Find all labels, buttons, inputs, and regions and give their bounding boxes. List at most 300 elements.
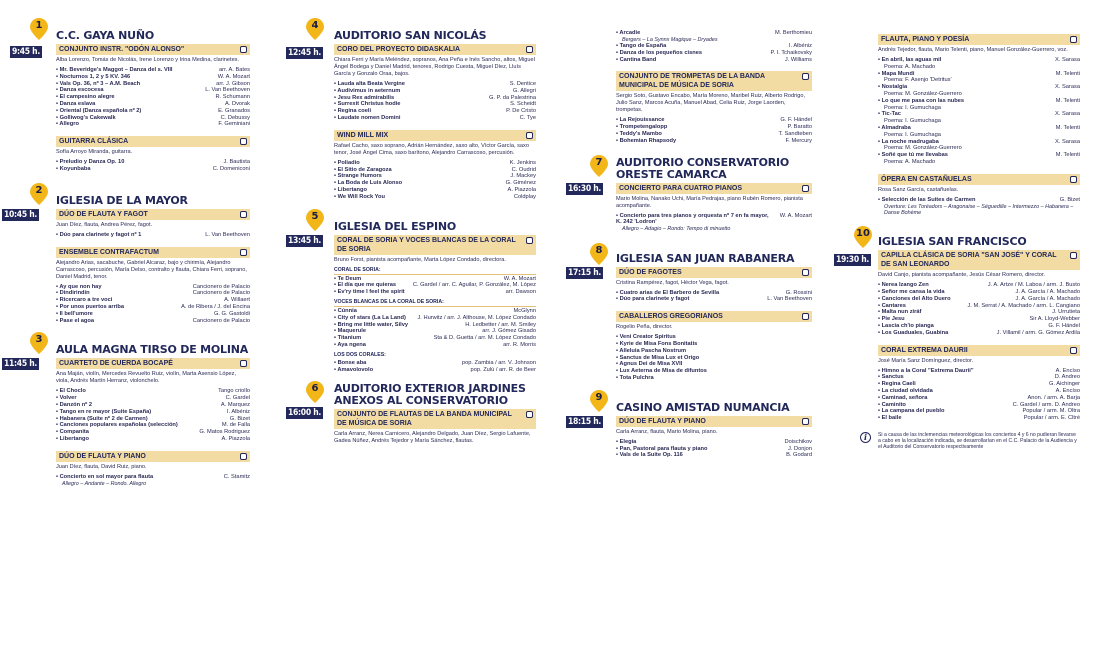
venue-10 <box>834 226 1080 422</box>
work-title: • Concierto en sol mayor para flauta <box>56 474 153 481</box>
work-title: • Mapa Mundi <box>878 71 914 78</box>
work-title: • Pie Jesu <box>878 316 905 323</box>
program-item <box>56 409 250 416</box>
composer: A. Marquez <box>220 401 250 408</box>
program-item <box>616 446 812 453</box>
column-4 <box>834 34 1080 451</box>
program-item <box>878 415 1080 422</box>
program-item <box>334 276 536 283</box>
composer <box>808 348 812 355</box>
program-item <box>334 95 536 102</box>
program-list <box>616 30 812 37</box>
group-heading: ÓPERA EN CASTAÑUELAS <box>878 174 1080 185</box>
work-title: Poema: I. Gumuchaga <box>884 104 941 111</box>
program-list <box>616 117 812 144</box>
work-title: • Malta nun ziráf <box>878 309 921 316</box>
work-title: • Soñé que tú me llevabas <box>878 152 948 159</box>
work-title: • Tota Pulchra <box>616 375 654 382</box>
work-title: • Arcadie <box>616 30 640 37</box>
work-title: • Vals de la Suite Op. 116 <box>616 452 683 459</box>
performers: David Canjo, pianista acompañante, Jesús César Romero, director. <box>878 272 1045 279</box>
work-title: • Lux Aeterna de Misa de difuntos <box>616 368 707 375</box>
checkbox-icon[interactable] <box>1070 176 1077 183</box>
venue-number-pin-icon <box>30 18 48 40</box>
program-item <box>56 304 250 311</box>
work-title: • El baile <box>878 415 902 422</box>
work-title: • Nerea Izango Zen <box>878 282 929 289</box>
composer: A. Piazzola <box>221 435 250 442</box>
work-title: • Amavolovolo <box>334 367 373 374</box>
venue-number: 3 <box>35 334 43 346</box>
work-title: • Danza escocesa <box>56 87 104 94</box>
venue-time: 13:45 h. <box>288 235 321 246</box>
program-list <box>56 232 250 239</box>
work-title: • Danza de los pequeños cisnes <box>616 50 702 57</box>
program-item <box>56 101 250 108</box>
program-item <box>56 388 250 395</box>
composer: M. Telenti <box>1055 70 1080 77</box>
composer: Sta & D. Guetta / arr. M. López Condado <box>433 335 536 342</box>
work-title: • Koyunbaba <box>56 166 91 173</box>
work-title: • Surrexit Christus hodie <box>334 101 400 108</box>
composer: arr. A. Bates <box>219 67 250 73</box>
work-title: • Volver <box>56 395 77 402</box>
venue-name: AUDITORIO CONSERVATORIO ORESTE CAMARCA <box>616 155 790 181</box>
program-item <box>878 323 1080 330</box>
venue-number: 10 <box>856 228 870 240</box>
program-item <box>616 124 812 131</box>
group-heading: CONJUNTO INSTR. "ODÓN ALONSO" <box>56 44 250 55</box>
checkbox-icon[interactable] <box>802 269 809 276</box>
work-title: • Laudate nomen Domini <box>334 115 400 122</box>
program-item <box>616 439 812 446</box>
checkbox-icon[interactable] <box>802 73 809 80</box>
performers: Mario Molina, Nanako Uchi, María Pedrajas, piano Rubén Romero, pianista acompañante. <box>616 195 803 209</box>
work-title: • Sanctus de Misa Lux et Origo <box>616 355 699 362</box>
composer: Popular / arm. M. Oltra <box>1022 408 1080 415</box>
composer: J. Villamil / arm. G. Gómez Ardila <box>996 329 1080 336</box>
composer <box>808 355 812 362</box>
composer: J. Donjon <box>787 445 812 452</box>
program-item <box>334 187 536 194</box>
work-title: • Cúnnia <box>334 308 357 315</box>
program-item <box>56 318 250 325</box>
composer: Coldplay <box>513 193 536 200</box>
composer: J. Hurwitz / arr. J. Althouse, M. López Condado <box>417 314 536 321</box>
venue-number-pin-icon <box>590 243 608 265</box>
work-title: • Concierto para tres pianos y orquesta nº 7 en fa mayor, K. 242 'Lodron' <box>616 213 776 227</box>
program-item <box>878 152 1080 159</box>
composer: J. M. Serrat / A. Machado / arm. L. Cangiano <box>967 302 1080 309</box>
venue-number-pin-icon <box>30 183 48 205</box>
program-item <box>616 355 812 362</box>
work-title: • Nocturnos 1, 2 y 5 KV. 346 <box>56 74 130 81</box>
composer <box>1076 159 1080 166</box>
composer: X. Sarasa <box>1055 57 1080 63</box>
movements: Allegro – Andante – Rondo. Allegro <box>62 480 147 487</box>
program-item <box>334 315 536 322</box>
program-item <box>334 108 536 115</box>
work-title: • Elegía <box>616 439 636 446</box>
program-item <box>334 167 536 174</box>
work-title: • Veni Creator Spiritus <box>616 334 676 341</box>
checkbox-icon[interactable] <box>526 132 533 139</box>
movements: Allegro – Adagio – Rondo: Tempo di minuetto <box>622 226 731 233</box>
group-heading: CABALLEROS GREGORIANOS <box>616 311 812 322</box>
program-item <box>56 81 250 88</box>
composer: Sir A. Lloyd-Webber <box>1029 316 1080 323</box>
venue-number: 1 <box>35 20 43 31</box>
venue-name: CASINO AMISTAD NUMANCIA <box>616 400 790 414</box>
composer: J. Williams <box>784 56 812 63</box>
group-heading: CORAL EXTREMA DAURII <box>878 345 1080 356</box>
program-item <box>56 429 250 436</box>
program-item <box>56 284 250 291</box>
composer <box>1076 105 1080 112</box>
composer: C. Gardel / arm. D. Andreo <box>1012 401 1080 408</box>
program-list <box>334 360 536 374</box>
venue-number: 7 <box>595 156 603 168</box>
venue-number-pin-icon <box>590 155 608 177</box>
work-title: • Libertango <box>56 436 89 443</box>
composer: pop. Zambia / arr. V. Johnson <box>461 359 536 366</box>
performers: Carla Arranz, flauta, Mario Molina, piano. <box>616 428 718 435</box>
program-list <box>878 57 1080 166</box>
program-item <box>616 368 812 375</box>
program-list <box>334 276 536 296</box>
program-item <box>878 84 1080 91</box>
work-title: • Libertango <box>334 187 367 194</box>
program-item <box>878 159 1080 166</box>
work-title: Poema: A. Machado <box>884 158 936 165</box>
composer: G. Allegri <box>512 87 536 94</box>
checkbox-icon[interactable] <box>240 360 247 367</box>
composer: M. Telenti <box>1055 124 1080 131</box>
work-title: Poema: I. Gumuchaga <box>884 118 941 125</box>
work-title: • Dúo para clarinete y fagot <box>616 296 689 303</box>
program-item <box>56 436 250 443</box>
composer: K. Jenkins <box>509 159 536 166</box>
program-list <box>334 160 536 201</box>
work-title: • Titanium <box>334 335 361 342</box>
work-title: • Tango de España <box>616 43 666 50</box>
program-item <box>878 118 1080 125</box>
work-title: • Canciones populares españolas (selección) <box>56 422 178 429</box>
work-title: • Lauda alta Beata Vergine <box>334 81 405 88</box>
group-heading: CONJUNTO DE TROMPETAS DE LA BANDA MUNICIPAL DE MÚSICA DE SORIA <box>616 71 812 91</box>
composer: J. A. Artze / M. Laboa / arm. J. Busto <box>987 282 1080 289</box>
checkbox-icon[interactable] <box>240 46 247 53</box>
venue-number-pin-icon <box>306 381 324 403</box>
group-heading: WIND MILL MIX <box>334 130 536 141</box>
composer: X. Sarasa <box>1055 84 1080 91</box>
work-title: • En abril, las aguas mil <box>878 57 941 64</box>
venue-number: 6 <box>311 383 319 395</box>
composer: D. Andreo <box>1054 374 1080 381</box>
venue-time: 19:30 h. <box>836 255 869 266</box>
program-item <box>616 334 812 341</box>
composer: L. Van Beethoven <box>767 296 812 303</box>
venue-4 <box>286 12 536 201</box>
work-title: • Señor me cansa la vida <box>878 289 945 296</box>
checkbox-icon[interactable] <box>240 211 247 218</box>
work-title: • Regina coeli <box>334 108 371 115</box>
work-title: • Himno a la Coral "Extrema Daurii" <box>878 368 974 375</box>
checkbox-icon[interactable] <box>1070 252 1077 259</box>
composer: M. de Falla <box>221 422 250 429</box>
work-title: • Mr. Beveridge's Maggot – Danza del s. VIII <box>56 67 173 74</box>
composer: G. Bizet <box>229 415 250 422</box>
composer <box>808 334 812 341</box>
venue-number: 5 <box>311 210 319 222</box>
program-list <box>56 159 250 173</box>
group-heading: FLAUTA, PIANO Y POESÍA <box>878 34 1080 45</box>
program-list <box>878 368 1080 422</box>
program-item <box>878 395 1080 402</box>
program-item <box>878 316 1080 323</box>
composer: J. Bautista <box>223 159 250 166</box>
program-item <box>334 180 536 187</box>
program-item <box>56 121 250 128</box>
performers: Alba Lorenzo, Tomás de Nicolás, Irene Lorenzo y Irina Medina, clarinetes. <box>56 57 240 63</box>
venue-time: 10:45 h. <box>4 209 37 220</box>
group-heading: GUITARRA CLÁSICA <box>56 136 250 147</box>
program-item <box>334 328 536 335</box>
work-title: Poema: A. Machado <box>884 63 936 70</box>
checkbox-icon[interactable] <box>526 237 533 244</box>
work-title: • La campana del pueblo <box>878 408 944 415</box>
composer: A. Piazzola <box>507 186 536 193</box>
performers: Ana Maján, violín, Mercedes Revuelto Ruiz, violín, Marta Asensio López, viola, Andrés Martín Herranz, violonchelo. <box>56 371 237 385</box>
program-item <box>334 367 536 374</box>
program-item <box>878 296 1080 303</box>
composer: W. A. Mozart <box>779 212 812 219</box>
composer: A. Encíso <box>1055 387 1080 394</box>
venue-number: 2 <box>35 184 43 196</box>
composer: C. Debussy <box>220 114 250 121</box>
column-1 <box>4 12 250 487</box>
work-title: Poema: I. Gumuchaga <box>884 131 941 138</box>
program-item <box>878 330 1080 337</box>
work-title: • Pase el agoa <box>56 318 94 325</box>
checkbox-icon[interactable] <box>240 249 247 256</box>
composer: J. A. García / A. Machado <box>1015 288 1080 295</box>
composer: M. Berthomieu <box>775 30 812 36</box>
checkbox-icon[interactable] <box>526 411 533 418</box>
program-list <box>616 334 812 382</box>
program-item <box>56 290 250 297</box>
composer: X. Sarasa <box>1055 111 1080 118</box>
composer: M. Telenti <box>1055 152 1080 159</box>
composer: F. Mercury <box>785 137 812 144</box>
checkbox-icon[interactable] <box>240 453 247 460</box>
venue-2 <box>4 183 250 325</box>
venue-name: AULA MAGNA TIRSO DE MOLINA <box>56 343 249 357</box>
program-item <box>56 395 250 402</box>
program-item <box>334 308 536 315</box>
composer <box>1076 132 1080 139</box>
work-title: • La noche madrugaba <box>878 139 939 146</box>
program-item <box>616 138 812 145</box>
composer <box>1076 145 1080 152</box>
performers: Carla Arranz, Nerea Carnicero, Alejandro Delgado, Juan Díez, Sergio Lafuente, Gadea Núñez, Andrés Tejedor y María Sánchez, flautas. <box>334 431 531 445</box>
work-title: • Pan, Pastoral para flauta y piano <box>616 446 707 453</box>
work-title: • Caminito <box>878 402 906 409</box>
program-item <box>334 101 536 108</box>
composer: G. F. Händel <box>780 117 812 124</box>
group-heading: DÚO DE FLAUTA Y PIANO <box>616 416 812 427</box>
program-item <box>56 232 250 239</box>
program-item <box>616 57 812 64</box>
program-item <box>878 282 1080 289</box>
program-item <box>878 132 1080 139</box>
composer: S. Scheidt <box>510 101 536 108</box>
composer: Cancionero de Palacio <box>192 283 250 290</box>
program-item <box>56 159 250 166</box>
composer: A. de Ribera / J. del Encina <box>181 303 250 310</box>
venue-number-pin-icon <box>306 18 324 40</box>
subgroup-heading: VOCES BLANCAS DE LA CORAL DE SORIA: <box>334 299 536 307</box>
composer: arr. J. Gibson <box>216 80 250 87</box>
program-item <box>334 115 536 122</box>
program-item <box>616 361 812 368</box>
work-title: • Strange Humors <box>334 173 382 180</box>
program-item <box>878 125 1080 132</box>
work-title: • Lo que me pasa con las nubes <box>878 98 964 105</box>
composer: I. Albéniz <box>788 43 812 50</box>
composer: G. Bizet <box>1059 196 1080 203</box>
composer: C. Gardel / arr. C. Aguilar, P. González, M. López <box>412 282 536 289</box>
venue-9-continued <box>878 34 1080 216</box>
work-title: • Los Guaduales, Guabina <box>878 330 948 337</box>
subgroup-heading: CORAL DE SORIA: <box>334 267 536 275</box>
venue-name: IGLESIA SAN JUAN RABANERA <box>616 251 795 265</box>
program-item <box>334 360 536 367</box>
composer: G. P. da Palestrina <box>488 94 536 101</box>
program-item <box>878 374 1080 381</box>
program-item <box>56 67 250 74</box>
work-title: • Nostalgia <box>878 84 907 91</box>
composer: A. Willaert <box>224 297 250 304</box>
work-title: • La ciudad olvidada <box>878 388 933 395</box>
group-heading: CUARTETO DE CUERDA BOCAPÉ <box>56 358 250 369</box>
checkbox-icon[interactable] <box>802 185 809 192</box>
venue-time: 11:45 h. <box>4 359 37 370</box>
work-title: • Vals Op. 36, nº 3 – A.M. Beach <box>56 81 140 88</box>
checkbox-icon[interactable] <box>526 46 533 53</box>
composer: Doischikov <box>784 438 812 445</box>
composer: J. A. García / A. Machado <box>1015 295 1080 302</box>
work-title: • El día que me quieras <box>334 282 396 289</box>
composer: arr. Dawson <box>505 289 536 296</box>
venue-name: C.C. GAYA NUÑO <box>56 29 154 42</box>
program-list <box>616 439 812 459</box>
program-item <box>878 289 1080 296</box>
composer: C. Gardel <box>225 395 250 402</box>
work-title: • Oriental (Danza española nº 2) <box>56 108 141 115</box>
composer: G. Rossini <box>785 289 812 296</box>
program-item <box>334 160 536 167</box>
composer: arr. R. Morris <box>503 341 536 348</box>
composer: I. Albéniz <box>226 408 250 415</box>
venue-1 <box>10 12 250 173</box>
program-item <box>878 408 1080 415</box>
group-heading: CORO DEL PROYECTO DIDASKALIA <box>334 44 536 55</box>
work-title: Poema: M. González-Guerrero <box>884 90 962 97</box>
performers: Bruno Forst, pianista acompañante, Marta López Condado, directora. <box>334 256 506 263</box>
composer <box>1076 91 1080 98</box>
work-title: • Allegro <box>56 121 79 128</box>
composer <box>1076 77 1080 84</box>
checkbox-icon[interactable] <box>802 313 809 320</box>
movements: Bergers – La Synnx Magique – Dryades <box>622 36 718 43</box>
checkbox-icon[interactable] <box>1070 36 1077 43</box>
program-item <box>616 348 812 355</box>
work-title: • El Sitio de Zaragoza <box>334 167 392 174</box>
program-item <box>878 98 1080 105</box>
program-list <box>878 282 1080 336</box>
work-title: • La Rejouissance <box>616 117 664 124</box>
movements: Overture: Les Toréadors – Aragonaise – Séguedille – Intermezzo – Habanera – Danse Bohème <box>884 203 1074 216</box>
performers: Alejandro Arias, sacabuche, Gabriel Alcaraz, bajo y chirimía, Alejandro Carrascoso, percusión, María Delso, contralto y flauta, Chiara Ferri, soprano, Daniel Madrid, tenor. <box>56 259 247 280</box>
performers: Andrés Tejedor, flauta, Mario Telenti, piano, Manuel González-Guerrero, voz. <box>878 47 1068 53</box>
composer: A. Encíso <box>1055 367 1080 374</box>
program-list <box>56 388 250 442</box>
composer: X. Sarasa <box>1055 138 1080 145</box>
composer: B. Godard <box>786 452 812 459</box>
work-title: • Por unos puertos arriba <box>56 304 124 311</box>
composer: C. Domeniconi <box>212 165 250 172</box>
composer: C. Stamitz <box>223 473 250 480</box>
checkbox-icon[interactable] <box>240 138 247 145</box>
checkbox-icon[interactable] <box>1070 347 1077 354</box>
venue-number: 4 <box>311 20 319 31</box>
program-item <box>616 50 812 57</box>
venue-time: 17:15 h. <box>568 267 601 278</box>
work-title: • Sanctus <box>878 374 904 381</box>
footnote <box>860 432 1080 451</box>
program-item <box>56 297 250 304</box>
work-title: • Companita <box>56 429 89 436</box>
program-item <box>56 474 250 481</box>
program-item <box>56 166 250 173</box>
work-title: • El campesino alegre <box>56 94 115 101</box>
composer <box>808 361 812 368</box>
work-title: • Audivimus in aeternum <box>334 88 400 95</box>
composer: M. Telenti <box>1055 97 1080 104</box>
composer: E. Granados <box>218 107 250 114</box>
work-title: • El Choclo <box>56 388 86 395</box>
composer: J. Mackey <box>510 173 536 180</box>
program-item <box>334 342 536 349</box>
program-item <box>334 335 536 342</box>
program-item <box>616 341 812 348</box>
checkbox-icon[interactable] <box>802 418 809 425</box>
composer: G. Giménez <box>505 180 536 187</box>
composer <box>808 375 812 382</box>
program-item <box>616 296 812 303</box>
program-item <box>616 131 812 138</box>
program-item <box>616 43 812 50</box>
info-icon: i <box>860 432 871 443</box>
composer: W. A. Mozart <box>217 73 250 80</box>
program-item <box>878 388 1080 395</box>
work-title: • Selección de las Suites de Carmen <box>878 197 975 204</box>
composer: C. Tye <box>519 114 536 121</box>
venue-6-continued <box>616 30 812 145</box>
venue-time: 9:45 h. <box>12 47 40 57</box>
work-title: • Alleluia Pascha Nostrum <box>616 348 686 355</box>
